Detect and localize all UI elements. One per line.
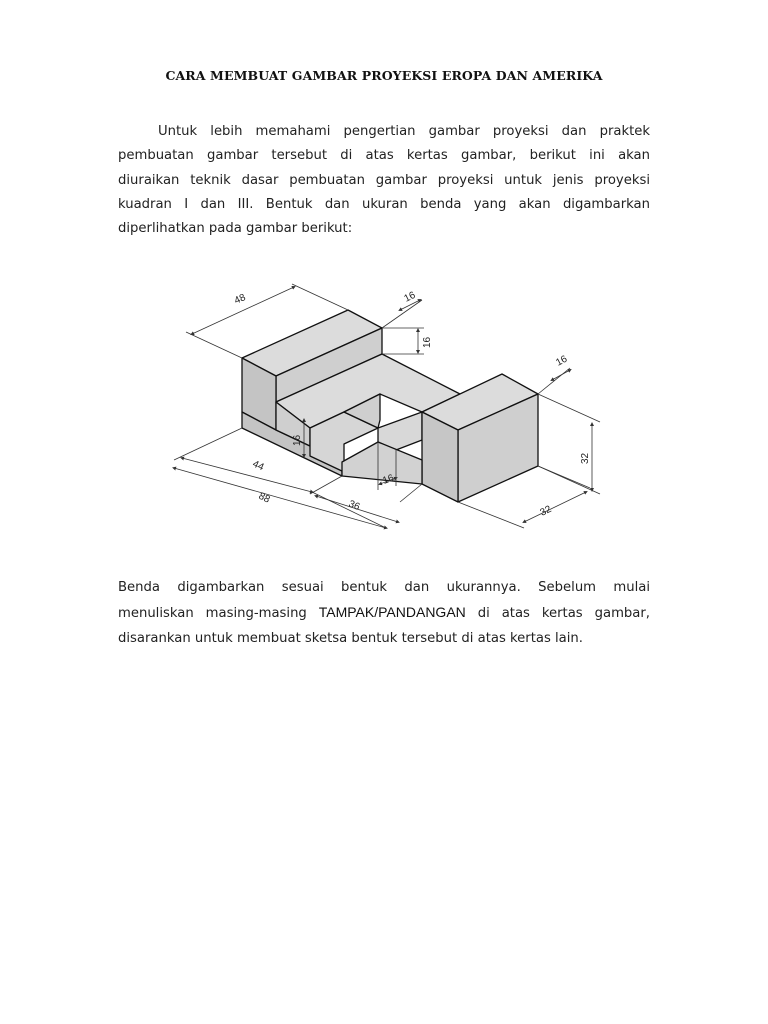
dim-label-32-depth: 32 [538, 503, 554, 519]
closing-paragraph [118, 576, 650, 651]
dim-label-16-top: 16 [402, 289, 418, 305]
dim-label-44: 44 [250, 458, 266, 474]
paragraph-line: kuadran I dan III. Bentuk dan ukuran benda yang akan digambarkan [118, 196, 650, 212]
dim-label-16-right-top: 16 [422, 336, 433, 348]
paragraph-line: Benda digambarkan sesuai bentuk dan ukurannya. Sebelum mulai [118, 580, 650, 595]
paragraph-line: diperlihatkan pada gambar berikut: [118, 221, 353, 237]
paragraph-line: pembuatan gambar tersebut di atas kertas gambar, berikut ini akan [118, 148, 650, 164]
dim-label-48: 48 [232, 292, 248, 307]
paragraph-line: disarankan untuk membuat sketsa bentuk tersebut di atas kertas lain. [118, 630, 583, 646]
dim-label-16-middle: 16 [292, 434, 303, 446]
isometric-drawing-svg [160, 270, 620, 570]
line-suffix: di atas kertas gambar, [465, 606, 650, 622]
paragraph-line: Untuk lebih memahami pengertian gambar proyeksi dan praktek [158, 124, 650, 139]
intro-paragraph [118, 120, 650, 241]
dim-label-16-side: 16 [554, 353, 570, 369]
dim-label-88: 88 [256, 490, 272, 506]
paragraph-line: diuraikan teknik dasar pembuatan gambar proyeksi untuk jenis proyeksi [118, 172, 650, 188]
paragraph-line-with-keyword [118, 600, 650, 626]
isometric-drawing [160, 270, 620, 570]
dim-label-16-bottom: 16 [381, 472, 396, 487]
keyword-tampak-pandangan: TAMPAK/PANDANGAN [318, 604, 466, 621]
dim-label-36: 36 [346, 498, 362, 513]
line-prefix: menuliskan masing-masing [118, 606, 319, 622]
dim-label-32-height: 32 [580, 452, 591, 464]
document-title: CARA MEMBUAT GAMBAR PROYEKSI EROPA DAN AMERIKA [165, 68, 603, 83]
